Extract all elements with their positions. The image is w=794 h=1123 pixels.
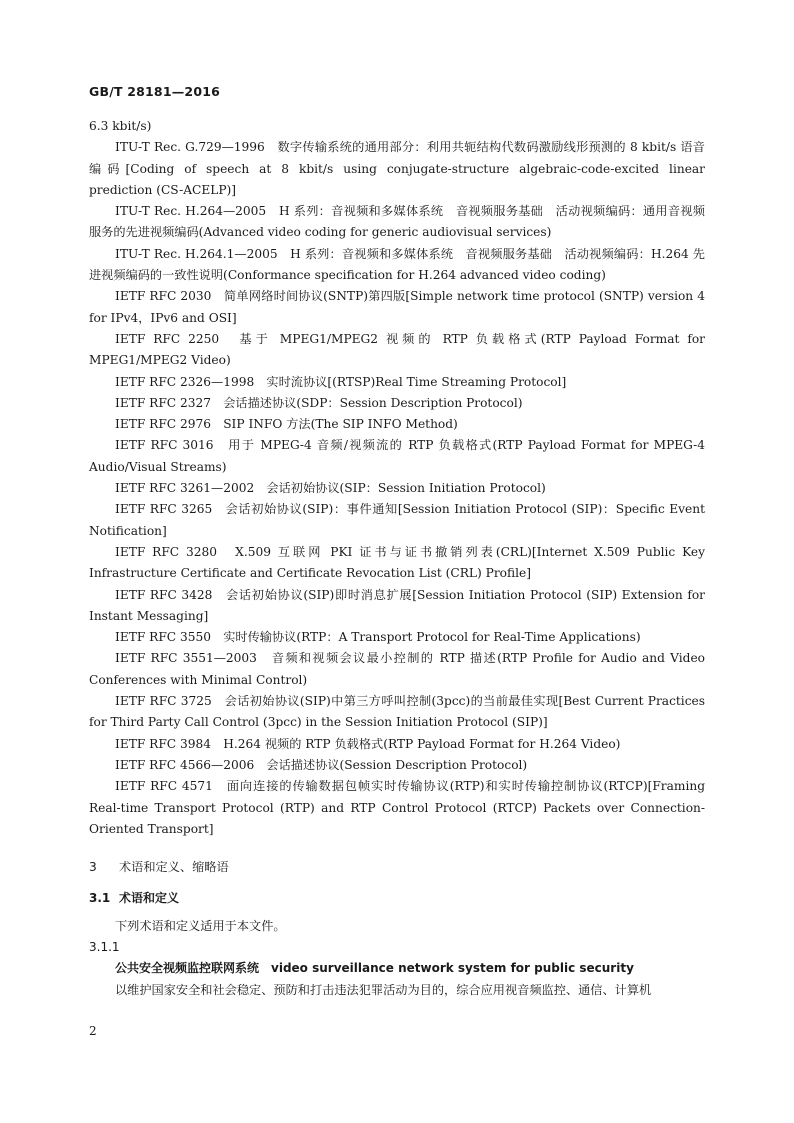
reference-item: IETF RFC 3265 会话初始协议(SIP)：事件通知[Session Initiation Protocol (SIP)：Specific Event Notification] — [89, 502, 705, 538]
reference-item: IETF RFC 2326—1998 实时流协议[(RTSP)Real Time Streaming Protocol] — [115, 374, 567, 389]
reference-item: IETF RFC 3016 用于 MPEG-4 音频/视频流的 RTP 负载格式(RTP Payload Format for MPEG-4 Audio/Visual Streams) — [89, 438, 705, 474]
subsection-number: 3.1 — [89, 891, 111, 906]
page-number: 2 — [89, 1024, 97, 1038]
reference-item: IETF RFC 4571 面向连接的传输数据包帧实时传输协议(RTP)和实时传输控制协议(RTCP)[Framing Real-time Transport Protocol (RTP) and RTP Control Protocol (RTCP) Packets over Connection-Oriented Transport] — [89, 779, 705, 836]
section-number: 3 — [89, 860, 97, 875]
reference-item: IETF RFC 3550 实时传输协议(RTP：A Transport Protocol for Real-Time Applications) — [115, 630, 641, 645]
reference-item: IETF RFC 3551—2003 音频和视频会议最小控制的 RTP 描述(RTP Profile for Audio and Video Conferences with Minimal Control) — [89, 651, 705, 687]
reference-item: IETF RFC 2250 基于 MPEG1/MPEG2 视频的 RTP 负载格式(RTP Payload Format for MPEG1/MPEG2 Video) — [89, 331, 705, 368]
document-header: GB/T 28181—2016 — [89, 84, 221, 99]
reference-item: IETF RFC 3984 H.264 视频的 RTP 负载格式(RTP Payload Format for H.264 Video) — [115, 736, 621, 751]
section-title: 术语和定义、缩略语 — [119, 860, 229, 875]
term-english: video surveillance network system for public security — [271, 961, 634, 976]
section-heading-3-1 — [89, 888, 705, 909]
reference-item: ITU-T Rec. H.264.1—2005 H 系列：音视频和多媒体系统 音视频服务基础 活动视频编码：H.264 先进视频编码的一致性说明(Conformance specification for H.264 advanced video coding) — [89, 246, 705, 283]
clause-number: 3.1.1 — [89, 939, 120, 954]
term-definition: 以维护国家安全和社会稳定、预防和打击违法犯罪活动为目的，综合应用视音频监控、通信、计算机 — [115, 982, 652, 997]
term-entry — [89, 958, 705, 979]
reference-item: ITU-T Rec. G.729—1996 数字传输系统的通用部分：利用共轭结构代数码激励线形预测的 8 kbit/s 语音编码[Coding of speech at 8 kbit/s using conjugate-structure algebraic-code-excited linear prediction (CS-ACELP)] — [89, 140, 705, 197]
reference-item: IETF RFC 2976 SIP INFO 方法(The SIP INFO Method) — [115, 417, 458, 432]
reference-continuation: 6.3 kbit/s) — [89, 119, 152, 133]
subsection-title: 术语和定义 — [119, 891, 180, 906]
reference-item: IETF RFC 4566—2006 会话描述协议(Session Description Protocol) — [115, 757, 528, 772]
term-chinese: 公共安全视频监控联网系统 — [115, 961, 260, 976]
intro-paragraph: 下列术语和定义适用于本文件。 — [115, 918, 286, 933]
reference-item: IETF RFC 3428 会话初始协议(SIP)即时消息扩展[Session Initiation Protocol (SIP) Extension for Instant Messaging] — [89, 587, 705, 623]
reference-item: IETF RFC 2030 简单网络时间协议(SNTP)第四版[Simple network time protocol (SNTP) version 4 for IPv4，IPv6 and OSI] — [89, 289, 705, 325]
reference-item: IETF RFC 3261—2002 会话初始协议(SIP：Session Initiation Protocol) — [115, 481, 546, 496]
reference-item: ITU-T Rec. H.264—2005 H 系列：音视频和多媒体系统 音视频服务基础 活动视频编码：通用音视频服务的先进视频编码(Advanced video coding for generic audiovisual services) — [89, 204, 705, 240]
reference-item: IETF RFC 3725 会话初始协议(SIP)中第三方呼叫控制(3pcc)的当前最佳实现[Best Current Practices for Third Party Call Control (3pcc) in the Session Initiation Protocol (SIP)] — [89, 694, 705, 730]
page-content — [89, 116, 705, 1001]
section-heading-3 — [89, 857, 705, 878]
reference-item: IETF RFC 2327 会话描述协议(SDP：Session Description Protocol) — [115, 395, 523, 410]
reference-item: IETF RFC 3280 X.509 互联网 PKI 证书与证书撤销列表(CRL)[Internet X.509 Public Key Infrastructure Certificate and Certificate Revocation List (CRL) Profile] — [89, 544, 705, 581]
